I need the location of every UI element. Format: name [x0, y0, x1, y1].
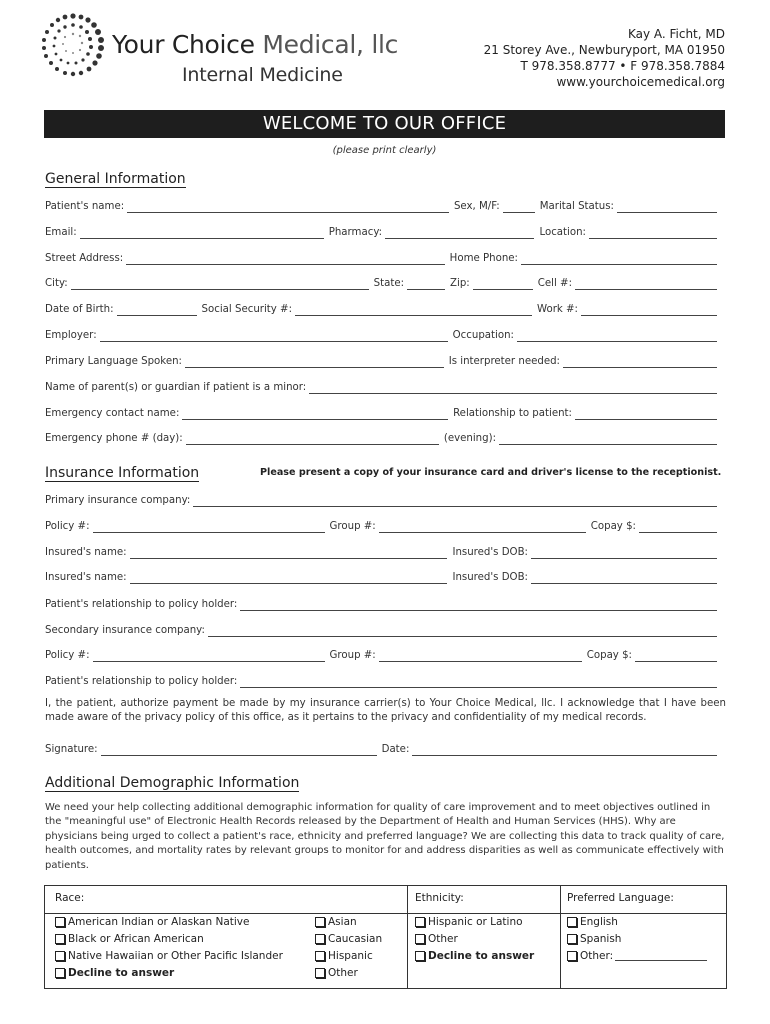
occupation-field[interactable] — [517, 332, 717, 342]
race-header: Race: — [55, 892, 85, 904]
row-guardian: Name of parent(s) or guardian if patient is a minor: — [45, 380, 717, 394]
checkbox-icon[interactable] — [415, 951, 425, 961]
employer-field[interactable] — [100, 332, 448, 342]
policy-1-field[interactable] — [93, 523, 325, 533]
group-1-field[interactable] — [379, 523, 586, 533]
insured-dob-2-field[interactable] — [531, 574, 717, 584]
zip-field[interactable] — [473, 280, 533, 290]
relationship-field[interactable] — [575, 410, 717, 420]
language-option[interactable]: English — [567, 916, 618, 928]
contact-block — [484, 26, 725, 90]
marital-field[interactable] — [617, 203, 717, 213]
street-field[interactable] — [126, 255, 444, 265]
checkbox-icon[interactable] — [55, 951, 65, 961]
race-option[interactable]: American Indian or Alaskan Native — [55, 916, 249, 928]
city-field[interactable] — [71, 280, 369, 290]
date-field[interactable] — [412, 746, 717, 756]
checkbox-icon[interactable] — [315, 951, 325, 961]
race-option[interactable]: Hispanic — [315, 950, 373, 962]
logo-icon — [40, 12, 106, 78]
copay-2-field[interactable] — [635, 652, 717, 662]
location-field[interactable] — [589, 229, 717, 239]
authorization-text: I, the patient, authorize payment be made by my insurance carrier(s) to Your Choice Medical, llc. I acknowledge that I have been made aware of the privacy policy of this office, as it pertains to the privacy and confidentiality of my medical records. — [45, 698, 726, 723]
row-secondary-insurance: Secondary insurance company: — [45, 623, 717, 637]
insured-name-2-field[interactable] — [130, 574, 448, 584]
row-emergency-contact: Emergency contact name: Relationship to patient: — [45, 406, 717, 420]
interpreter-field[interactable] — [563, 358, 717, 368]
emergency-evening-field[interactable] — [499, 435, 717, 445]
patient-name-field[interactable] — [127, 203, 449, 213]
race-option[interactable]: Native Hawaiian or Other Pacific Islander — [55, 950, 283, 962]
doctor-name: Kay A. Ficht, MD — [627, 27, 725, 41]
email-field[interactable] — [80, 229, 324, 239]
row-insured-name-2: Insured's name: Insured's DOB: — [45, 570, 717, 584]
state-field[interactable] — [407, 280, 445, 290]
emergency-name-field[interactable] — [182, 410, 448, 420]
checkbox-icon[interactable] — [567, 951, 577, 961]
brand-subtitle: Internal Medicine — [182, 64, 343, 86]
row-primary-insurance: Primary insurance company: — [45, 493, 717, 507]
secondary-insurance-field[interactable] — [208, 627, 717, 637]
ssn-field[interactable] — [295, 306, 532, 316]
policy-relationship-1-field[interactable] — [240, 601, 717, 611]
ethnicity-option[interactable]: Other — [415, 933, 458, 945]
phone-fax: T 978.358.8777 • F 978.358.7884 — [520, 59, 725, 73]
copay-1-field[interactable] — [639, 523, 717, 533]
row-employer: Employer: Occupation: — [45, 328, 717, 342]
insured-dob-1-field[interactable] — [531, 549, 717, 559]
checkbox-icon[interactable] — [315, 934, 325, 944]
checkbox-icon[interactable] — [567, 934, 577, 944]
home-phone-field[interactable] — [521, 255, 717, 265]
print-note: (please print clearly) — [332, 145, 437, 156]
language-field[interactable] — [185, 358, 444, 368]
checkbox-icon[interactable] — [55, 934, 65, 944]
row-policy-2: Policy #: Group #: Copay $: — [45, 648, 717, 662]
cell-field[interactable] — [575, 280, 717, 290]
language-option[interactable]: Other: — [567, 950, 707, 962]
emergency-day-field[interactable] — [186, 435, 439, 445]
primary-insurance-field[interactable] — [193, 497, 717, 507]
row-street: Street Address: Home Phone: — [45, 251, 717, 265]
demographic-table — [44, 885, 727, 989]
sex-field[interactable] — [503, 203, 535, 213]
dob-field[interactable] — [117, 306, 197, 316]
checkbox-icon[interactable] — [315, 968, 325, 978]
policy-relationship-2-field[interactable] — [240, 678, 717, 688]
row-relationship-2: Patient's relationship to policy holder: — [45, 674, 717, 688]
pharmacy-field[interactable] — [385, 229, 534, 239]
ethnicity-header: Ethnicity: — [415, 892, 464, 904]
row-policy-1: Policy #: Group #: Copay $: — [45, 519, 717, 533]
row-language: Primary Language Spoken: Is interpreter needed: — [45, 354, 717, 368]
website-link[interactable]: www.yourchoicemedical.org — [556, 75, 725, 89]
checkbox-icon[interactable] — [55, 968, 65, 978]
checkbox-icon[interactable] — [415, 917, 425, 927]
row-email: Email: Pharmacy: Location: — [45, 225, 717, 239]
signature-field[interactable] — [101, 746, 377, 756]
race-option[interactable]: Caucasian — [315, 933, 382, 945]
demographic-text: We need your help collecting additional demographic information for quality of care improvement and to meet objectives outlined in the "meaningful use" of Electronic Health Records released by the Department of Health and Human Services (HHS). Why are physicians being urged to collect a patient's race, ethnicity and preferred language? We are collecting this data to track quality of care, health outcomes, and mortality rates by relevant groups to monitor for and address disparities as well as communicate effectively with patients. — [45, 802, 725, 871]
row-insured-name-1: Insured's name: Insured's DOB: — [45, 545, 717, 559]
insurance-note: Please present a copy of your insurance card and driver's license to the receptionist. — [260, 467, 722, 478]
group-2-field[interactable] — [379, 652, 582, 662]
policy-2-field[interactable] — [93, 652, 325, 662]
row-signature: Signature: Date: — [45, 742, 717, 756]
language-option[interactable]: Spanish — [567, 933, 621, 945]
row-patient-name: Patient's name: Sex, M/F: Marital Status: — [45, 199, 717, 213]
race-option[interactable]: Decline to answer — [55, 967, 174, 979]
office-address: 21 Storey Ave., Newburyport, MA 01950 — [483, 43, 725, 57]
welcome-banner: WELCOME TO OUR OFFICE — [44, 110, 725, 138]
demographic-title: Additional Demographic Information — [45, 775, 300, 791]
insurance-info-title: Insurance Information — [45, 465, 200, 481]
race-option[interactable]: Black or African American — [55, 933, 204, 945]
ethnicity-option[interactable]: Hispanic or Latino — [415, 916, 523, 928]
language-header: Preferred Language: — [567, 892, 674, 904]
checkbox-icon[interactable] — [415, 934, 425, 944]
ethnicity-option[interactable]: Decline to answer — [415, 950, 534, 962]
row-relationship-1: Patient's relationship to policy holder: — [45, 597, 717, 611]
language-other-field[interactable] — [615, 951, 707, 961]
insured-name-1-field[interactable] — [130, 549, 448, 559]
general-info-title: General Information — [45, 171, 186, 187]
race-option[interactable]: Other — [315, 967, 358, 979]
work-phone-field[interactable] — [581, 306, 717, 316]
brand-name: Your Choice Medical, llc — [112, 30, 399, 59]
row-dob: Date of Birth: Social Security #: Work #: — [45, 302, 717, 316]
row-emergency-phone: Emergency phone # (day): (evening): — [45, 431, 717, 445]
checkbox-icon[interactable] — [567, 917, 577, 927]
checkbox-icon[interactable] — [55, 917, 65, 927]
guardian-field[interactable] — [309, 384, 717, 394]
checkbox-icon[interactable] — [315, 917, 325, 927]
row-city: City: State: Zip: Cell #: — [45, 276, 717, 290]
race-option[interactable]: Asian — [315, 916, 357, 928]
